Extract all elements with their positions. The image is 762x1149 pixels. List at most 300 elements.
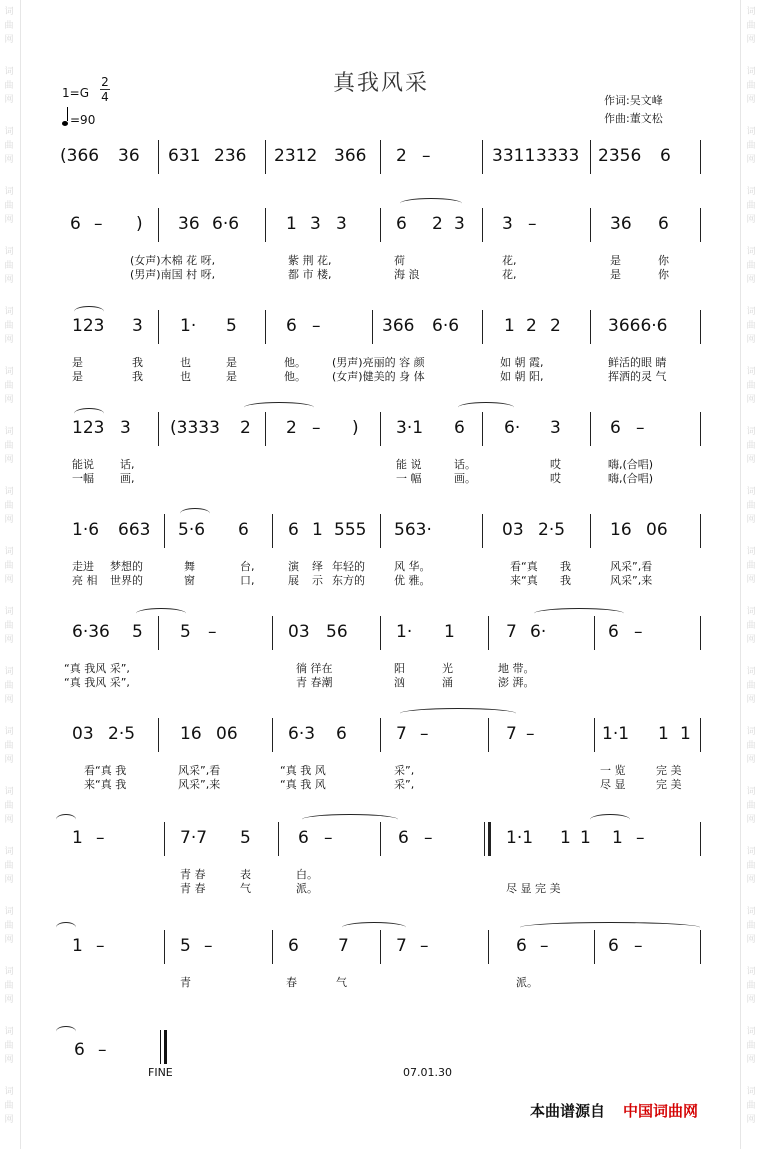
note: 2 bbox=[286, 418, 297, 438]
watermark-glyph: 词 bbox=[4, 847, 14, 857]
watermark-glyph: 曲 bbox=[746, 861, 756, 871]
note: 5 bbox=[180, 622, 191, 642]
lyric: 青 春潮 bbox=[296, 676, 333, 689]
note: 1·1 bbox=[602, 724, 630, 744]
bar-line bbox=[158, 412, 159, 446]
bar-line bbox=[164, 514, 165, 548]
note: 7 bbox=[506, 724, 517, 744]
song-title: 真我风采 bbox=[332, 71, 429, 96]
watermark-glyph: 网 bbox=[746, 395, 756, 405]
lyric: 绎 bbox=[312, 560, 323, 573]
lyric: 能 说 bbox=[396, 458, 422, 471]
note-group: 36 bbox=[118, 146, 140, 166]
lyric: 展 bbox=[288, 574, 299, 587]
watermark-glyph: 曲 bbox=[746, 21, 756, 31]
watermark-glyph: 词 bbox=[4, 127, 14, 137]
bar-line bbox=[158, 310, 159, 344]
watermark-glyph: 词 bbox=[4, 367, 14, 377]
watermark-glyph: 词 bbox=[4, 607, 14, 617]
note: – bbox=[312, 418, 321, 438]
note: 1 bbox=[286, 214, 297, 234]
watermark-glyph: 网 bbox=[746, 755, 756, 765]
bar-line bbox=[380, 208, 381, 242]
note: 1 bbox=[612, 828, 623, 848]
watermark-glyph: 曲 bbox=[4, 21, 14, 31]
note: 1·6 bbox=[72, 520, 100, 540]
note: 2 bbox=[240, 418, 251, 438]
lyric: 嗨,(合唱) bbox=[608, 472, 654, 485]
notes-line bbox=[60, 418, 705, 442]
watermark-glyph: 网 bbox=[4, 515, 14, 525]
note: 6 bbox=[286, 316, 297, 336]
note: 16 bbox=[610, 520, 632, 540]
lyric: 海 浪 bbox=[394, 268, 420, 281]
lyric: 采”, bbox=[394, 764, 415, 777]
lyric: 完 美 bbox=[656, 764, 682, 777]
note: 6 bbox=[298, 828, 309, 848]
bar-line bbox=[700, 208, 701, 242]
lyric: 我 bbox=[560, 574, 571, 587]
note: – bbox=[96, 936, 105, 956]
lyric: 窗 bbox=[184, 574, 195, 587]
watermark-glyph: 网 bbox=[4, 335, 14, 345]
note: 6 bbox=[398, 828, 409, 848]
watermark-glyph: 曲 bbox=[4, 861, 14, 871]
final-bar-thin bbox=[160, 1030, 161, 1064]
note: 555 bbox=[334, 520, 367, 540]
watermark-glyph: 词 bbox=[4, 487, 14, 497]
lyric: 风采”,看 bbox=[610, 560, 653, 573]
note: 1· bbox=[180, 316, 197, 336]
lyric: 气 bbox=[336, 976, 347, 989]
note: 06 bbox=[216, 724, 238, 744]
lyric: 演 bbox=[288, 560, 299, 573]
lyric: 挥洒的灵 气 bbox=[608, 370, 667, 383]
bar-line bbox=[158, 616, 159, 650]
watermark-glyph: 网 bbox=[746, 515, 756, 525]
source-brand: 中国词曲网 bbox=[623, 1102, 699, 1120]
bar-line bbox=[590, 514, 591, 548]
note: 366 bbox=[382, 316, 415, 336]
watermark-glyph: 网 bbox=[746, 455, 756, 465]
watermark-glyph: 网 bbox=[746, 1055, 756, 1065]
watermark-glyph: 网 bbox=[746, 95, 756, 105]
bar-line bbox=[272, 616, 273, 650]
watermark-glyph: 网 bbox=[4, 35, 14, 45]
notes-line bbox=[60, 622, 705, 646]
watermark-glyph: 网 bbox=[746, 155, 756, 165]
lyric: 荷 bbox=[394, 254, 405, 267]
watermark-glyph: 词 bbox=[746, 127, 756, 137]
bar-line bbox=[700, 718, 701, 752]
note: ) bbox=[352, 418, 359, 438]
watermark-glyph: 网 bbox=[4, 1115, 14, 1125]
watermark-glyph: 网 bbox=[746, 815, 756, 825]
watermark-glyph: 曲 bbox=[746, 81, 756, 91]
note: – bbox=[420, 936, 429, 956]
note: – bbox=[204, 936, 213, 956]
lyric: 他。 bbox=[284, 356, 306, 369]
watermark-glyph: 曲 bbox=[4, 1101, 14, 1111]
note: 6 bbox=[70, 214, 81, 234]
bar-line bbox=[594, 930, 595, 964]
note: 03 bbox=[288, 622, 310, 642]
bar-line bbox=[482, 412, 483, 446]
lyric: 是 bbox=[226, 370, 237, 383]
watermark-glyph: 网 bbox=[4, 575, 14, 585]
notes-line bbox=[60, 520, 705, 544]
lyric: 阳 bbox=[394, 662, 405, 675]
note-group: 2312 bbox=[274, 146, 318, 166]
watermark-glyph: 曲 bbox=[746, 621, 756, 631]
notes-line bbox=[60, 316, 705, 340]
watermark-glyph: 曲 bbox=[4, 141, 14, 151]
bar-line bbox=[700, 822, 701, 856]
lyric: 是 bbox=[226, 356, 237, 369]
watermark-glyph: 网 bbox=[746, 35, 756, 45]
lyric: 能说 bbox=[72, 458, 94, 471]
watermark-glyph: 网 bbox=[746, 875, 756, 885]
note: 56 bbox=[326, 622, 348, 642]
bar-line bbox=[272, 514, 273, 548]
note: 6 bbox=[454, 418, 465, 438]
note: 5 bbox=[240, 828, 251, 848]
watermark-glyph: 网 bbox=[4, 1055, 14, 1065]
note: 1 bbox=[504, 316, 515, 336]
note: 3666·6 bbox=[608, 316, 668, 336]
note: 2 bbox=[432, 214, 443, 234]
lyric: (男声)亮丽的 容 颜 bbox=[332, 356, 425, 369]
note: 2·5 bbox=[538, 520, 566, 540]
lyric: 嗨,(合唱) bbox=[608, 458, 654, 471]
note-group: 3311 bbox=[492, 146, 536, 166]
lyric: 表 bbox=[240, 868, 251, 881]
note-group: 6 bbox=[660, 146, 671, 166]
note: 3 bbox=[502, 214, 513, 234]
watermark-glyph: 网 bbox=[746, 995, 756, 1005]
note: 1 bbox=[658, 724, 669, 744]
watermark-glyph: 曲 bbox=[4, 921, 14, 931]
lyric: 话。 bbox=[454, 458, 476, 471]
watermark-glyph: 词 bbox=[746, 1027, 756, 1037]
bar-line bbox=[482, 310, 483, 344]
watermark-glyph: 曲 bbox=[746, 981, 756, 991]
watermark-glyph: 曲 bbox=[4, 261, 14, 271]
note: 1 bbox=[444, 622, 455, 642]
note: 36 bbox=[178, 214, 200, 234]
note: 5·6 bbox=[178, 520, 206, 540]
note: 6 bbox=[516, 936, 527, 956]
note: 6 bbox=[396, 214, 407, 234]
lyric: 一 幅 bbox=[396, 472, 422, 485]
lyric: 派。 bbox=[516, 976, 538, 989]
lyric: 尽 显 bbox=[600, 778, 626, 791]
note-group: 2 bbox=[396, 146, 407, 166]
watermark-glyph: 词 bbox=[4, 67, 14, 77]
watermark-glyph: 曲 bbox=[746, 321, 756, 331]
watermark-glyph: 曲 bbox=[746, 381, 756, 391]
watermark-glyph: 词 bbox=[746, 307, 756, 317]
watermark-glyph: 曲 bbox=[4, 321, 14, 331]
bar-line bbox=[158, 718, 159, 752]
lyric: 示 bbox=[312, 574, 323, 587]
watermark-glyph: 曲 bbox=[4, 381, 14, 391]
watermark-glyph: 曲 bbox=[746, 1101, 756, 1111]
time-sig-bottom: 4 bbox=[101, 90, 109, 104]
lyric: 是 bbox=[72, 356, 83, 369]
note: 3 bbox=[132, 316, 143, 336]
notes-line bbox=[60, 724, 705, 748]
watermark-glyph: 词 bbox=[746, 487, 756, 497]
note-group: 236 bbox=[214, 146, 247, 166]
note: 2 bbox=[526, 316, 537, 336]
lyric: 你 bbox=[658, 268, 669, 281]
note: 1 bbox=[580, 828, 591, 848]
note: – bbox=[526, 724, 535, 744]
watermark-glyph: 词 bbox=[4, 787, 14, 797]
note: 563· bbox=[394, 520, 432, 540]
watermark-glyph: 词 bbox=[746, 967, 756, 977]
note: 36 bbox=[610, 214, 632, 234]
watermark-glyph: 词 bbox=[4, 307, 14, 317]
notes-line bbox=[60, 936, 705, 960]
bar-line bbox=[590, 208, 591, 242]
watermark-glyph: 曲 bbox=[746, 501, 756, 511]
note: 2·5 bbox=[108, 724, 136, 744]
lyric: 汹 bbox=[394, 676, 405, 689]
lyric: 走进 bbox=[72, 560, 94, 573]
note: 3 bbox=[120, 418, 131, 438]
note: – bbox=[96, 828, 105, 848]
note-group: 2356 bbox=[598, 146, 642, 166]
bar-line bbox=[272, 930, 273, 964]
note: – bbox=[424, 828, 433, 848]
watermark-glyph: 网 bbox=[4, 215, 14, 225]
note: – bbox=[324, 828, 333, 848]
watermark-glyph: 曲 bbox=[4, 81, 14, 91]
watermark-glyph: 词 bbox=[746, 367, 756, 377]
watermark-glyph: 曲 bbox=[4, 681, 14, 691]
note: 123 bbox=[72, 316, 105, 336]
note: 6·6 bbox=[432, 316, 460, 336]
watermark-glyph: 词 bbox=[4, 667, 14, 677]
bar-line bbox=[484, 822, 485, 856]
note: ) bbox=[136, 214, 143, 234]
watermark-glyph: 网 bbox=[4, 935, 14, 945]
lyric: “真 我 风 bbox=[280, 764, 326, 777]
bar-line bbox=[380, 514, 381, 548]
notes-line bbox=[60, 214, 705, 238]
note: 1 bbox=[680, 724, 691, 744]
bar-line bbox=[164, 822, 165, 856]
lyric: 优 雅。 bbox=[394, 574, 431, 587]
bar-line bbox=[380, 718, 381, 752]
lyric: 看“真 我 bbox=[84, 764, 127, 777]
watermark-glyph: 网 bbox=[4, 155, 14, 165]
note: 1 bbox=[72, 936, 83, 956]
note: 6 bbox=[610, 418, 621, 438]
watermark-glyph: 曲 bbox=[4, 201, 14, 211]
watermark-glyph: 曲 bbox=[4, 1041, 14, 1051]
key-signature: 1=G bbox=[62, 86, 89, 100]
bar-line bbox=[164, 930, 165, 964]
watermark-glyph: 网 bbox=[4, 95, 14, 105]
watermark-glyph: 词 bbox=[4, 727, 14, 737]
lyric: 我 bbox=[560, 560, 571, 573]
lyric: “真 我 风 bbox=[280, 778, 326, 791]
watermark-glyph: 网 bbox=[4, 875, 14, 885]
notes-line bbox=[60, 828, 705, 852]
note: – bbox=[540, 936, 549, 956]
note: 6· bbox=[530, 622, 547, 642]
note: 6· bbox=[504, 418, 521, 438]
lyric: 风 华。 bbox=[394, 560, 431, 573]
watermark-glyph: 网 bbox=[746, 275, 756, 285]
note: 3 bbox=[310, 214, 321, 234]
note: 6·36 bbox=[72, 622, 110, 642]
bar-line bbox=[380, 822, 381, 856]
note: – bbox=[312, 316, 321, 336]
watermark-glyph: 词 bbox=[746, 247, 756, 257]
bar-line bbox=[158, 208, 159, 242]
bar-line bbox=[265, 140, 266, 174]
lyric: 是 bbox=[610, 268, 621, 281]
watermark-glyph: 网 bbox=[746, 335, 756, 345]
lyric: 亮 相 bbox=[72, 574, 98, 587]
watermark-glyph: 词 bbox=[4, 547, 14, 557]
bar-line bbox=[590, 140, 591, 174]
note: 123 bbox=[72, 418, 105, 438]
lyric: 采”, bbox=[394, 778, 415, 791]
watermark-glyph: 曲 bbox=[746, 201, 756, 211]
lyric: 如 朝 阳, bbox=[500, 370, 544, 383]
lyric: 我 bbox=[132, 370, 143, 383]
lyric: (女声)木棉 花 呀, bbox=[130, 254, 216, 267]
watermark-glyph: 网 bbox=[746, 935, 756, 945]
watermark-glyph: 网 bbox=[4, 815, 14, 825]
lyric: 一幅 bbox=[72, 472, 94, 485]
lyric: 口, bbox=[240, 574, 255, 587]
bar-line bbox=[278, 822, 279, 856]
note: (3333 bbox=[170, 418, 220, 438]
bar-line bbox=[590, 412, 591, 446]
lyric: 哎 bbox=[550, 472, 561, 485]
note: 03 bbox=[502, 520, 524, 540]
note-group: 3333 bbox=[536, 146, 580, 166]
lyric: “真 我风 采”, bbox=[64, 662, 130, 675]
lyric: 地 带。 bbox=[498, 662, 535, 675]
note: 5 bbox=[226, 316, 237, 336]
note: 7 bbox=[396, 936, 407, 956]
credits bbox=[604, 92, 663, 128]
lyric: 舞 bbox=[184, 560, 195, 573]
bar-line bbox=[482, 514, 483, 548]
note: 1 bbox=[72, 828, 83, 848]
lyric: 哎 bbox=[550, 458, 561, 471]
lyric: 看“真 bbox=[510, 560, 538, 573]
watermark-glyph: 词 bbox=[746, 727, 756, 737]
note-group: 631 bbox=[168, 146, 201, 166]
fine-marking: FINE bbox=[148, 1066, 173, 1079]
score-date: 07.01.30 bbox=[403, 1066, 452, 1079]
note: – bbox=[528, 214, 537, 234]
note: 7 bbox=[338, 936, 349, 956]
watermark-glyph: 词 bbox=[746, 787, 756, 797]
note: – bbox=[94, 214, 103, 234]
bar-line bbox=[380, 412, 381, 446]
lyric: 鲜活的眼 睛 bbox=[608, 356, 667, 369]
bar-line bbox=[272, 718, 273, 752]
watermark-glyph: 词 bbox=[4, 1027, 14, 1037]
watermark-glyph: 词 bbox=[746, 847, 756, 857]
watermark-glyph: 词 bbox=[746, 7, 756, 17]
note-group: (366 bbox=[60, 146, 100, 166]
lyric: 光 bbox=[442, 662, 453, 675]
bar-line bbox=[488, 930, 489, 964]
note: 7·7 bbox=[180, 828, 208, 848]
tempo-value: =90 bbox=[70, 113, 96, 127]
watermark-glyph: 曲 bbox=[4, 561, 14, 571]
bar-line bbox=[594, 718, 595, 752]
note: 6 bbox=[608, 936, 619, 956]
lyric: 梦想的 bbox=[110, 560, 143, 573]
note: 3·1 bbox=[396, 418, 424, 438]
bar-line bbox=[482, 140, 483, 174]
note: 6 bbox=[288, 520, 299, 540]
watermark-glyph: 曲 bbox=[746, 261, 756, 271]
watermark-glyph: 曲 bbox=[746, 561, 756, 571]
watermark-glyph: 曲 bbox=[4, 801, 14, 811]
lyric: 气 bbox=[240, 882, 251, 895]
bar-line bbox=[488, 718, 489, 752]
lyric: 青 春 bbox=[180, 868, 206, 881]
bar-line bbox=[265, 310, 266, 344]
bar-line bbox=[700, 412, 701, 446]
lyric: 也 bbox=[180, 370, 191, 383]
lyric: 话, bbox=[120, 458, 135, 471]
lyric: 花, bbox=[502, 268, 517, 281]
watermark-glyph: 词 bbox=[746, 67, 756, 77]
note-group: – bbox=[422, 146, 431, 166]
lyric: 风采”,来 bbox=[178, 778, 221, 791]
lyric: 风采”,来 bbox=[610, 574, 653, 587]
watermark-glyph: 网 bbox=[746, 695, 756, 705]
lyric: 徜 徉在 bbox=[296, 662, 333, 675]
note: 6·6 bbox=[212, 214, 240, 234]
lyric: (男声)南国 村 呀, bbox=[130, 268, 216, 281]
note: 06 bbox=[646, 520, 668, 540]
note: – bbox=[634, 936, 643, 956]
lyric: 都 市 楼, bbox=[288, 268, 332, 281]
note: 6·3 bbox=[288, 724, 316, 744]
watermark-glyph: 网 bbox=[4, 695, 14, 705]
lyric: 青 春 bbox=[180, 882, 206, 895]
time-signature bbox=[100, 76, 110, 103]
lyric: 涌 bbox=[442, 676, 453, 689]
lyric: 我 bbox=[132, 356, 143, 369]
bar-line bbox=[482, 208, 483, 242]
note: 7 bbox=[396, 724, 407, 744]
note: 1 bbox=[560, 828, 571, 848]
note: 6 bbox=[74, 1040, 85, 1060]
lyric: 完 美 bbox=[656, 778, 682, 791]
watermark-glyph: 词 bbox=[4, 967, 14, 977]
lyric: 尽 显 完 美 bbox=[506, 882, 561, 895]
note: 1·1 bbox=[506, 828, 534, 848]
lyric: 来“真 我 bbox=[84, 778, 127, 791]
note: 2 bbox=[550, 316, 561, 336]
note: 6 bbox=[608, 622, 619, 642]
